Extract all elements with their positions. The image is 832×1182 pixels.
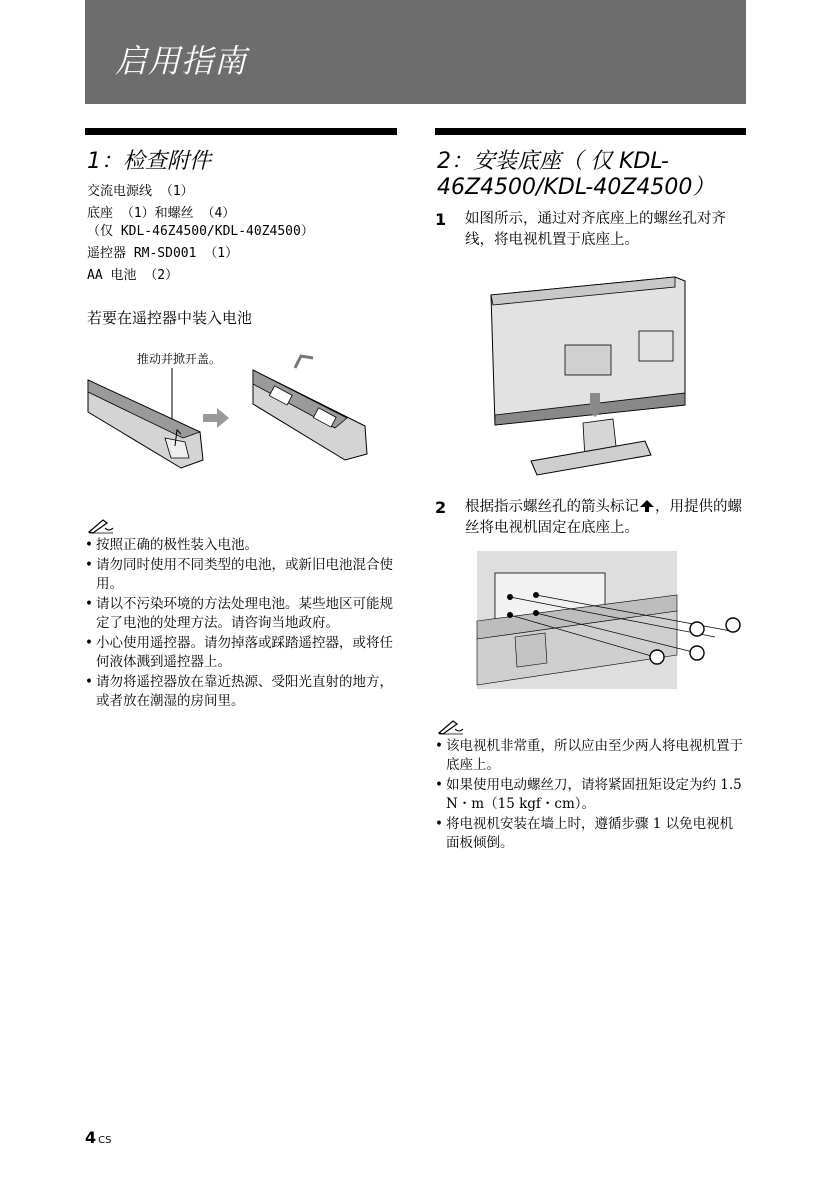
note-item: • 该电视机非常重，所以应由至少两人将电视机置于底座上。 — [435, 737, 746, 775]
step-number: 1 — [435, 210, 447, 229]
note-pencil-icon — [87, 518, 115, 534]
accessory-stand-screws: 底座 （1）和螺丝 （4） — [87, 206, 236, 221]
language-code: CS — [98, 1135, 112, 1146]
note-item: • 请以不污染环境的方法处理电池。某些地区可能规定了电池的处理方法。请咨询当地政府。 — [85, 595, 397, 633]
screw-fastening-drawing — [435, 545, 746, 695]
section2-title-line1: 2：安装底座（ 仅 KDL- — [437, 149, 669, 174]
right-arrow-icon — [203, 408, 229, 428]
battery-illustration — [85, 350, 397, 500]
page-title: 启用指南 — [115, 42, 248, 80]
note-item: • 按照正确的极性装入电池。 — [85, 536, 397, 555]
accessory-batteries: AA 电池 （2） — [87, 268, 179, 283]
section2-title — [437, 149, 746, 201]
accessory-remote: 遥控器 RM-SD001 （1） — [87, 246, 239, 261]
step-1 — [435, 209, 746, 251]
battery-notes — [85, 536, 397, 711]
accessory-power-cord: 交流电源线 （1） — [87, 184, 194, 199]
illustration-caption: 推动并掀开盖。 — [137, 352, 222, 366]
battery-heading: 若要在遥控器中装入电池 — [87, 309, 253, 327]
note-item: • 将电视机安装在墙上时，遵循步骤 1 以免电视机面板倾倒。 — [435, 815, 746, 853]
accessory-model-note: （仅 KDL-46Z4500/KDL-40Z4500） — [87, 224, 314, 239]
note-item: • 请勿同时使用不同类型的电池，或新旧电池混合使用。 — [85, 556, 397, 594]
page-number — [85, 1128, 111, 1147]
page-number-value: 4 — [85, 1128, 97, 1147]
note-item: • 请勿将遥控器放在靠近热源、受阳光直射的地方，或者放在潮湿的房间里。 — [85, 673, 397, 711]
step-text: 如图所示，通过对齐底座上的螺丝孔对齐线，将电视机置于底座上。 — [465, 211, 726, 248]
section-install-stand — [435, 128, 746, 854]
note-pencil-icon — [437, 719, 465, 735]
section-rule — [435, 128, 746, 135]
note-item: • 如果使用电动螺丝刀，请将紧固扭矩设定为约 1.5 N・m（15 kgf・cm）。 — [435, 776, 746, 814]
section-rule — [85, 128, 397, 135]
section2-title-line2: 46Z4500/KDL-40Z4500） — [437, 175, 715, 200]
step-text-before: 根据指示螺丝孔的箭头标记 — [465, 499, 639, 515]
arrow-up-mark-icon — [640, 500, 654, 512]
note-item: • 小心使用遥控器。请勿掉落或踩踏遥控器，或将任何液体溅到遥控器上。 — [85, 634, 397, 672]
step-text-after: ，用提供的螺丝将电视机固定在底座上。 — [465, 499, 742, 536]
section-check-accessories — [85, 128, 397, 712]
step-number: 2 — [435, 498, 447, 517]
header-banner — [85, 0, 746, 104]
tv-on-stand-drawing — [435, 265, 746, 487]
stand-notes — [435, 737, 746, 853]
section1-title: 1：检查附件 — [87, 149, 211, 174]
step-2 — [435, 497, 746, 539]
remote-battery-drawing — [85, 350, 397, 500]
